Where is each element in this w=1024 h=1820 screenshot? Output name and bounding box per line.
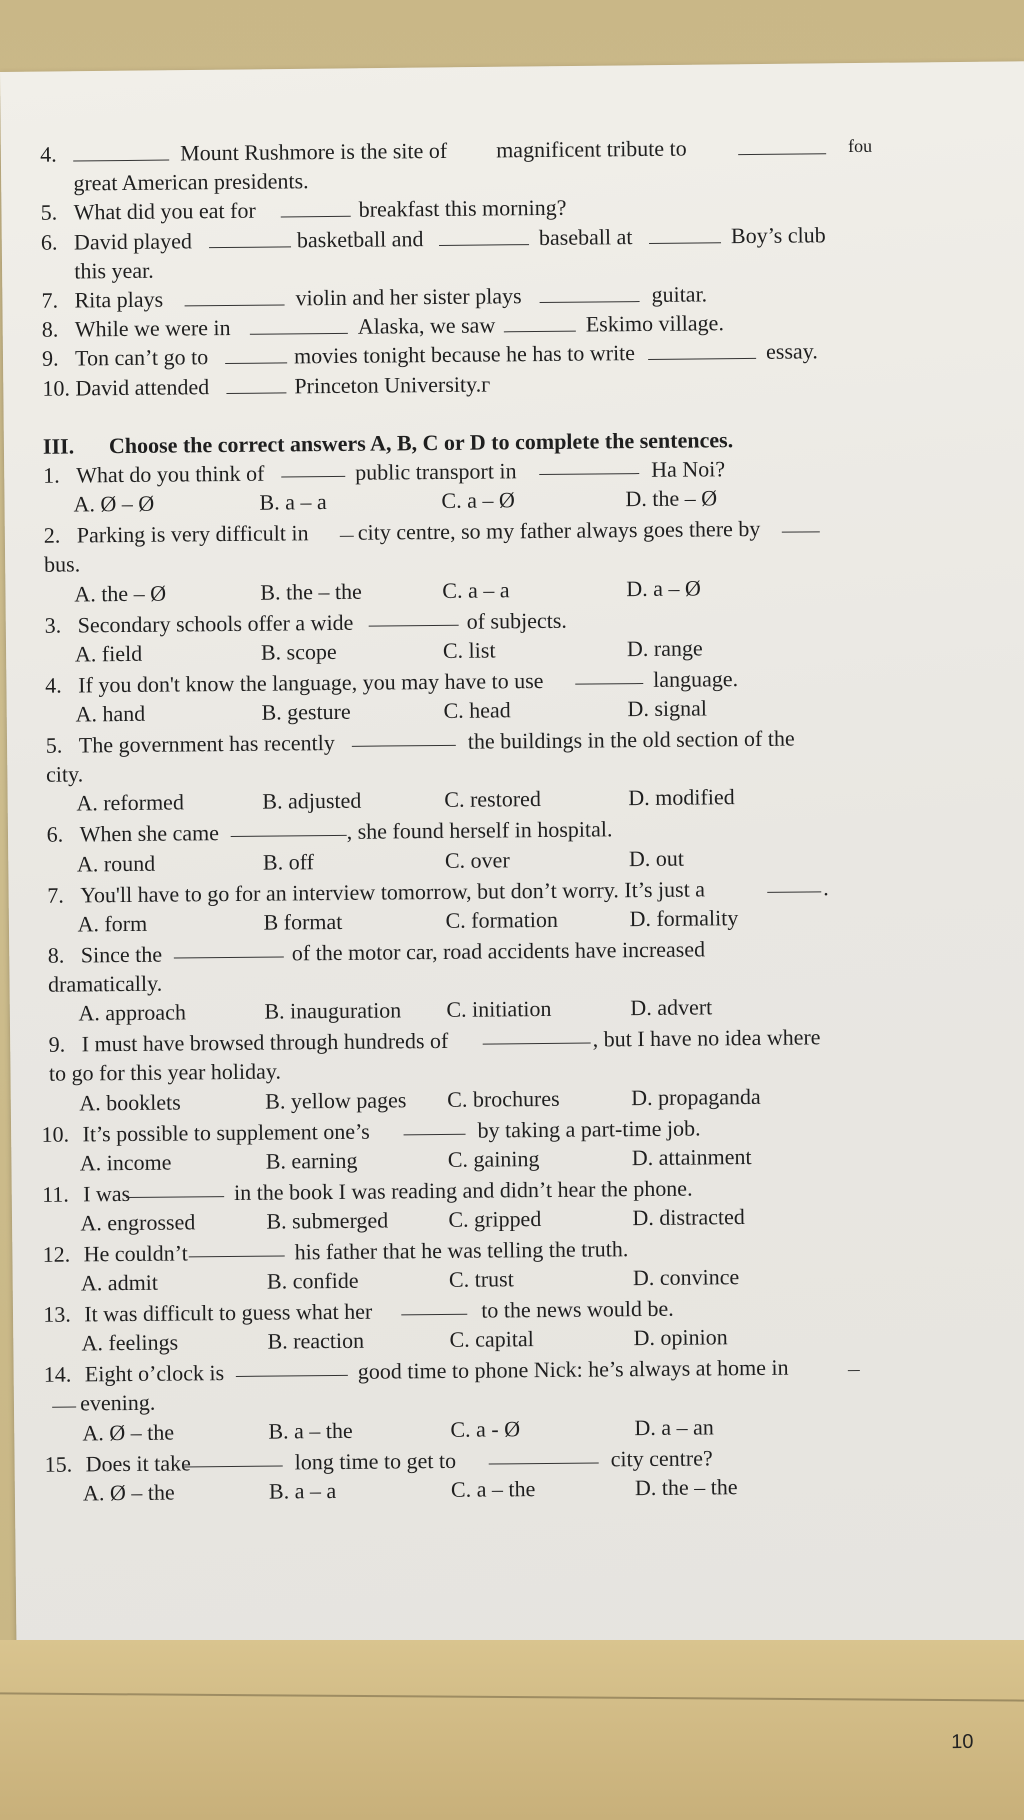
answer-blank[interactable] [340, 518, 354, 537]
question-number: 8. [47, 942, 65, 968]
question-text: good time to phone Nick: he’s always at home in [357, 1354, 789, 1385]
question-text: I was [82, 1180, 131, 1207]
answer-blank[interactable] [539, 455, 639, 475]
question-text: What do you think of [76, 460, 265, 488]
answer-option-a[interactable]: A. form [77, 910, 148, 937]
answer-blank[interactable] [183, 1447, 283, 1467]
question-number: 14. [43, 1361, 72, 1388]
answer-option-c[interactable]: C. list [442, 637, 496, 663]
question-text: Boy’s club [730, 221, 826, 248]
question-text: Parking is very difficult in [76, 520, 309, 548]
answer-option-b[interactable]: B. adjusted [262, 788, 362, 815]
question-text: Eskimo village. [585, 310, 725, 337]
answer-option-b[interactable]: B. a – the [268, 1417, 353, 1444]
question-text: I must have browsed through hundreds of [81, 1028, 449, 1057]
answer-blank[interactable] [483, 1025, 591, 1045]
answer-option-b[interactable]: B format [263, 908, 343, 935]
answer-option-d[interactable]: D. propaganda [631, 1083, 761, 1110]
answer-blank[interactable] [231, 817, 347, 837]
answer-option-c[interactable]: C. capital [449, 1326, 534, 1353]
answer-option-a[interactable]: A. feelings [81, 1329, 179, 1356]
answer-option-d[interactable]: D. signal [627, 695, 708, 722]
question-number: 12. [42, 1241, 71, 1267]
page-number: 10 [951, 1730, 974, 1754]
answer-option-c[interactable]: C. a – a [442, 576, 510, 603]
question-text: , she found herself in hospital. [346, 816, 613, 845]
question-text: , but I have no idea where [592, 1024, 821, 1052]
mcq-list [21, 452, 1011, 1510]
question-text: bus. [43, 551, 81, 578]
question-number: 5. [45, 732, 63, 758]
question-text: fou [848, 135, 873, 157]
question-text: violin and her sister plays [295, 283, 522, 311]
answer-blank[interactable] [489, 1444, 599, 1464]
question-text: Mount Rushmore is the site of [180, 137, 448, 166]
answer-option-b[interactable]: B. confide [266, 1267, 359, 1294]
answer-option-d[interactable]: D. range [626, 635, 703, 661]
question-text: to the news would be. [481, 1295, 674, 1323]
question-text: in the book I was reading and didn’t hear the phone. [233, 1175, 693, 1205]
answer-option-b[interactable]: B. yellow pages [265, 1086, 407, 1114]
answer-option-d[interactable]: D. formality [629, 904, 739, 931]
question-text: If you don't know the language, you may have to use [78, 667, 544, 698]
question-number: 11. [41, 1181, 69, 1207]
section-number: III. [42, 433, 75, 459]
question-text: to go for this year holiday. [48, 1058, 282, 1087]
question-text: Since the [80, 941, 163, 968]
answer-blank[interactable] [782, 514, 820, 533]
answer-option-b[interactable]: B. submerged [266, 1207, 389, 1234]
question-number: 2. [43, 522, 61, 549]
question-text: He couldn’t [83, 1240, 188, 1267]
answer-option-d[interactable]: D. the – the [634, 1473, 738, 1500]
question-text: city centre, so my father always goes there by [357, 516, 761, 546]
answer-option-d[interactable]: D. attainment [631, 1143, 752, 1170]
answer-option-c[interactable]: C. over [444, 846, 510, 873]
question-text: Does it take [85, 1450, 191, 1477]
answer-option-a[interactable]: A. income [79, 1149, 172, 1176]
answer-option-c[interactable]: C. head [443, 697, 511, 723]
answer-blank[interactable] [848, 1352, 860, 1371]
question-text: Alaska, we saw [357, 312, 496, 339]
question-text: evening. [80, 1390, 156, 1416]
answer-option-a[interactable]: A. Ø – the [82, 1479, 175, 1506]
question-text: the buildings in the old section of the [467, 725, 795, 754]
answer-option-c[interactable]: C. a - Ø [450, 1415, 521, 1442]
section-title: Choose the correct answers A, B, C or D to complete the sentences. [108, 427, 734, 459]
answer-option-a[interactable]: A. engrossed [80, 1209, 196, 1236]
question-text: Rita plays [74, 286, 164, 313]
question-number: 7. [41, 287, 59, 313]
question-number: 10. [41, 1121, 70, 1147]
answer-blank[interactable] [189, 1237, 285, 1257]
answer-option-b[interactable]: B. a – a [259, 489, 327, 515]
answer-option-a[interactable]: A. approach [78, 999, 187, 1026]
question-text: basketball and [296, 225, 424, 252]
answer-option-a[interactable]: A. reformed [76, 789, 185, 816]
question-number: 1. [43, 462, 60, 488]
question-text: dramatically. [47, 970, 163, 997]
answer-option-c[interactable]: C. trust [448, 1266, 514, 1292]
answer-option-b[interactable]: B. inauguration [264, 997, 402, 1024]
question-number: 6. [46, 821, 64, 848]
question-text: breakfast this morning? [358, 195, 567, 223]
answer-option-d[interactable]: D. opinion [633, 1324, 728, 1351]
question-number: 3. [44, 612, 62, 638]
answer-option-d[interactable]: D. a – an [634, 1414, 714, 1440]
question-text: When she came [79, 820, 220, 847]
question-text: baseball at [538, 223, 633, 250]
question-text: David attended [75, 373, 210, 400]
answer-blank[interactable] [403, 1115, 465, 1135]
question-text: . [823, 874, 829, 900]
worksheet-content [18, 131, 1011, 1754]
answer-blank[interactable] [767, 873, 821, 893]
question-text: The government has recently [78, 729, 335, 758]
answer-option-c[interactable]: C. a – the [450, 1475, 536, 1502]
question-number: 10. [42, 375, 70, 401]
question-text: guitar. [651, 281, 708, 307]
question-text: great American presidents. [73, 168, 309, 196]
question-text: Princeton University.г [294, 370, 491, 398]
answer-option-a[interactable]: A. Ø – Ø [73, 490, 155, 517]
answer-option-b[interactable]: B. gesture [261, 698, 351, 725]
answer-option-c[interactable]: C. formation [445, 906, 559, 933]
answer-blank[interactable] [236, 1357, 348, 1377]
question-text: It was difficult to guess what her [84, 1298, 373, 1327]
question-text: Eight o’clock is [84, 1360, 225, 1387]
answer-option-d[interactable]: D. a – Ø [626, 575, 701, 601]
answer-blank[interactable] [369, 606, 459, 626]
answer-blank[interactable] [575, 665, 643, 685]
question-text: his father that he was telling the truth. [294, 1236, 629, 1265]
answer-option-c[interactable]: C. initiation [446, 996, 552, 1023]
table-surface [0, 1640, 1024, 1820]
answer-option-b[interactable]: B. earning [265, 1147, 358, 1174]
question-text: While we were in [74, 315, 231, 342]
answer-option-a[interactable]: A. field [74, 640, 143, 667]
question-number: 9. [41, 345, 59, 372]
question-number: 4. [40, 141, 57, 167]
question-number: 4. [45, 672, 62, 698]
answer-option-d[interactable]: D. convince [632, 1264, 740, 1291]
answer-option-a[interactable]: A. Ø – the [82, 1419, 175, 1446]
answer-option-b[interactable]: B. scope [260, 638, 337, 665]
question-text: of the motor car, road accidents have increased [291, 936, 706, 966]
question-text: What did you eat for [73, 198, 256, 225]
answer-option-a[interactable]: A. the – Ø [74, 580, 167, 607]
question-text: of subjects. [466, 607, 567, 634]
answer-option-d[interactable]: D. out [628, 845, 685, 871]
question-text: movies tonight because he has to write [293, 340, 636, 369]
answer-blank[interactable] [401, 1296, 467, 1316]
question-number: 15. [44, 1451, 73, 1477]
answer-option-a[interactable]: A. round [76, 850, 156, 877]
answer-option-b[interactable]: B. a – a [268, 1477, 337, 1504]
question-text: language. [653, 665, 739, 692]
answer-blank[interactable] [126, 1178, 224, 1198]
question-text: this year. [74, 257, 154, 284]
question-text: essay. [765, 338, 818, 365]
question-number: 6. [40, 229, 58, 255]
answer-option-d[interactable]: D. the – Ø [625, 485, 718, 512]
question-text: by taking a part-time job. [477, 1114, 701, 1143]
answer-option-d[interactable]: D. modified [628, 784, 735, 811]
answer-option-a[interactable]: A. hand [75, 700, 146, 727]
answer-option-c[interactable]: C. brochures [447, 1085, 560, 1112]
question-number: 5. [40, 200, 58, 226]
answer-blank[interactable] [352, 727, 456, 747]
question-text: city. [45, 761, 84, 787]
answer-option-d[interactable]: D. distracted [632, 1203, 745, 1231]
question-text: city centre? [610, 1445, 713, 1471]
question-number: 7. [47, 882, 64, 908]
answer-option-c[interactable]: C. a – Ø [441, 487, 515, 514]
answer-option-c[interactable]: C. restored [444, 786, 542, 813]
question-text: Ha Noi? [651, 456, 726, 482]
question-text: magnificent tribute to [495, 135, 687, 163]
answer-option-c[interactable]: C. gripped [448, 1205, 542, 1232]
answer-option-c[interactable]: C. gaining [447, 1145, 540, 1172]
question-text: It’s possible to supplement one’s [82, 1118, 370, 1146]
answer-option-a[interactable]: A. admit [80, 1269, 159, 1296]
answer-option-d[interactable]: D. advert [630, 994, 713, 1021]
question-text: David played [73, 227, 192, 255]
question-text: You'll have to go for an interview tomorrow, but don’t worry. It’s just a [80, 876, 706, 907]
answer-option-b[interactable]: B. off [262, 848, 314, 875]
question-text: long time to get to [294, 1447, 457, 1475]
answer-blank[interactable] [174, 938, 284, 958]
question-text: Ton can’t go to [74, 344, 209, 371]
question-text: Secondary schools offer a wide [77, 609, 354, 638]
answer-option-b[interactable]: B. the – the [260, 578, 362, 605]
answer-blank[interactable] [52, 1389, 76, 1408]
answer-blank[interactable] [281, 458, 345, 478]
answer-option-a[interactable]: A. booklets [79, 1088, 181, 1115]
question-number: 8. [41, 316, 59, 342]
answer-option-b[interactable]: B. reaction [267, 1327, 365, 1354]
question-number: 13. [43, 1301, 71, 1327]
question-number: 9. [48, 1031, 66, 1057]
question-text: public transport in [355, 458, 517, 485]
